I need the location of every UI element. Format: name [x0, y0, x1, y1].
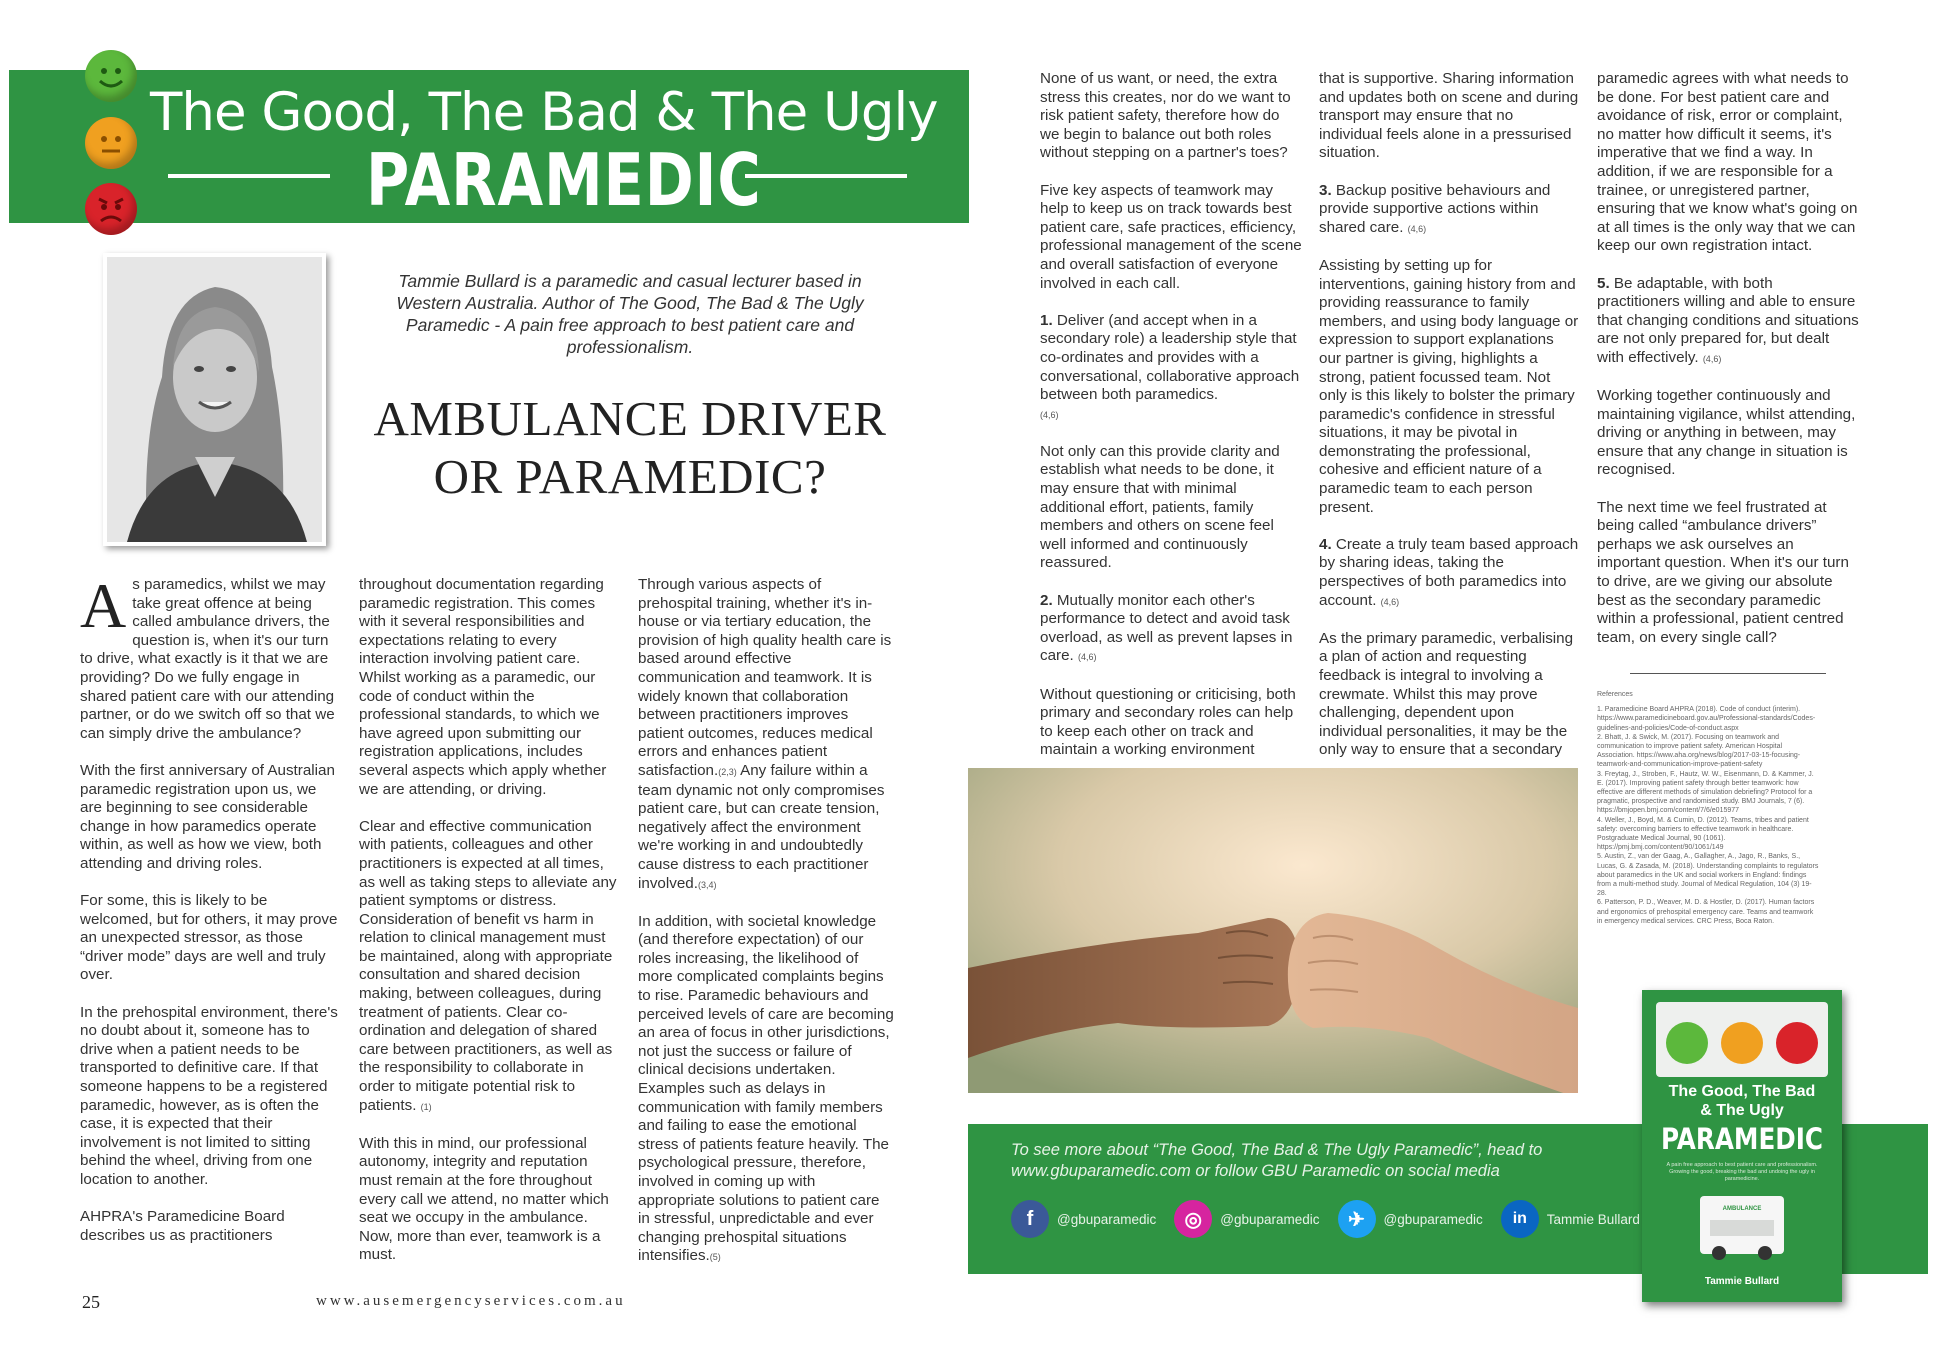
happy-face-icon: [1666, 1022, 1708, 1064]
paragraph: In addition, with societal knowledge (and therefore expectation) of our roles increasing, the likelihood of more complicated complaints begins to rise. Paramedic behaviours and perceived levels of care are becoming an area of focus in other jurisdictions, not just the success or failure of clinical decisions undertaken. Examples such as delays in communication with family members and failing to ease the emotional stress of patients feature heavily. The psychological pressure, therefore, involved in coming up with appropriate solutions to patient care in stressful, unpredictable and ever changing prehospital situations intensifies.: [638, 912, 894, 1265]
list-number: 3.: [1319, 181, 1332, 199]
citation: (4,6): [1380, 596, 1400, 607]
paragraph: For some, this is likely to be welcomed, but for others, it may prove an unexpected stressor, as those “driver mode” days are well and truly over.: [80, 892, 338, 984]
citation: (4,6): [1407, 223, 1427, 234]
angry-face-icon: [1776, 1022, 1818, 1064]
list-number: 2.: [1040, 591, 1053, 609]
facebook-icon: f: [1011, 1200, 1049, 1238]
linkedin-icon: in: [1501, 1200, 1539, 1238]
paragraph: The next time we feel frustrated at being called “ambulance drivers” perhaps we ask ourselves an important question. When it's our turn to drive, are we giving our absolute best as the secondary paramedic within a professional, patient centred team, on every single call?: [1597, 498, 1849, 646]
paragraph: Without questioning or criticising, both primary and secondary roles can help to keep each other on track and maintain a working environment: [1040, 685, 1296, 759]
social-links: [1011, 1200, 1640, 1238]
social-handle: @gbuparamedic: [1383, 1211, 1483, 1227]
paragraph: With this in mind, our professional autonomy, integrity and reputation must remain at the fore throughout every call we attend, no matter which seat we occupy in the ambulance. Now, more than ever, teamwork is a must.: [359, 1134, 609, 1264]
paragraph: paramedic agrees with what needs to be done. For best patient care and avoidance of risk, error or complaint, no matter how difficult it seems, it's imperative that we find a way. In addition, if we are responsible for a trainee, or unregistered partner, ensuring that we know what's going on at all times is the only way that we can keep our own registration intact.: [1597, 70, 1858, 255]
article-column-4: [1040, 70, 1302, 779]
paragraph: that is supportive. Sharing information and updates both on scene and during transport may ensure that no individual feels alone in a pressurised situation.: [1319, 70, 1579, 162]
paragraph: s paramedics, whilst we may take great offence at being called ambulance drivers, the question is, when it's our turn to drive, what exactly is it that we are providing? Do we fully engage in shared patient care with our attending partner, or do we switch off so that we can simply drive the ambulance?: [80, 576, 335, 742]
paragraph: AHPRA's Paramedicine Board describes us as practitioners: [80, 1208, 285, 1244]
list-item: Backup positive behaviours and provide supportive actions within shared care.: [1319, 181, 1551, 236]
paragraph: With the first anniversary of Australian paramedic registration upon us, we are beginning to see considerable change in how paramedics operate within, as well as how we view, both attending and driving roles.: [80, 761, 335, 872]
header-subtitle: PARAMEDIC: [366, 138, 762, 222]
social-link-linkedin[interactable]: [1501, 1200, 1640, 1238]
author-photo: [103, 253, 326, 546]
citation: (4,6): [1078, 652, 1097, 663]
reference-item: 4. Weller, J., Boyd, M. & Cumin, D. (2012). Teams, tribes and patient safety: overcoming barriers to effective teamwork in healthcare. Postgraduate Medical Journal, 90 (1061). https://pmj.bmj.com/content/90/1061/149: [1597, 816, 1809, 852]
list-item: Be adaptable, with both practitioners willing and able to ensure that changing conditions and situations are not only prepared for, but dealt with effectively.: [1597, 274, 1859, 366]
references-heading: References: [1597, 691, 1633, 698]
social-link-twitter[interactable]: [1338, 1200, 1483, 1238]
book-title: [1642, 1082, 1842, 1120]
article-column-5: [1319, 70, 1579, 779]
article-headline: [340, 390, 920, 506]
paragraph: throughout documentation regarding paramedic registration. This comes with it several responsibilities and expectations relating to every interaction involving patient care. Whilst working as a paramedic, our code of conduct within the professional standards, to which we have agreed upon submitting our registration applications, includes several aspects which apply whether we are attending, or driving.: [359, 576, 607, 798]
book-title-line: The Good, The Bad: [1668, 1083, 1816, 1100]
article-column-6: [1597, 70, 1859, 666]
paragraph: Clear and effective communication with patients, colleagues and other practitioners is expected at all times, as well as taking steps to alleviate any patient symptoms or distress. Consideration of benefit vs harm in relation to clinical management must be maintained, along with appropriate consultation and shared decision making, between colleagues, during treatment of patients. Clear co-ordination and delegation of shared care between practitioners, as well as the responsibility to collaborate in order to mitigate potential risk to patients.: [359, 817, 617, 1114]
paragraph: Not only can this provide clarity and establish what needs to be done, it may ensure that with minimal additional effort, patients, family members and others on scene feel well informed and continuously reassured.: [1040, 442, 1280, 572]
citation: (4,6): [1702, 353, 1722, 364]
citation: (2,3): [718, 766, 737, 777]
reference-item: 3. Freytag, J., Stroben, F., Hautz, W. W., Eisenmann, D. & Kammer, J. E. (2017). Improving patient safety through better teamwork: how effective are different methods of simulation debriefing? Protocol for a pragmatic, prospective and randomised study. BMJ Journals, 7 (6). https://bmjopen.bmj.com/content/7/6/e015977: [1597, 770, 1814, 815]
book-author: Tammie Bullard: [1704, 1276, 1780, 1287]
headline-line-2: OR PARAMEDIC?: [433, 449, 827, 504]
list-item: Create a truly team based approach by sharing ideas, taking the perspectives of both paramedics into account.: [1319, 535, 1579, 609]
drop-cap: A: [80, 570, 127, 641]
headline-line-1: AMBULANCE DRIVER: [373, 391, 887, 446]
citation: (1): [420, 1101, 432, 1112]
header-rule-right: [745, 174, 907, 178]
article-column-3: [638, 576, 894, 1286]
social-link-instagram[interactable]: [1174, 1200, 1319, 1238]
header-title: The Good, The Bad & The Ugly: [150, 82, 938, 143]
instagram-icon: ◎: [1174, 1200, 1212, 1238]
author-bio: Tammie Bullard is a paramedic and casual lecturer based in Western Australia. Author of The Good, The Bad & The Ugly Paramedic - A pain free approach to best patient care and professionalism.: [396, 271, 864, 357]
paragraph: Working together continuously and maintaining vigilance, whilst attending, driving or anything in between, may ensure that any change in situation is recognised.: [1597, 387, 1856, 479]
book-cover: [1642, 990, 1842, 1302]
twitter-icon: ✈: [1338, 1200, 1376, 1238]
list-number: 4.: [1319, 535, 1332, 553]
list-number: 1.: [1040, 311, 1053, 329]
neutral-face-icon: [85, 117, 137, 169]
reference-item: 1. Paramedicine Board AHPRA (2018). Code of conduct (interim). https://www.paramedicineboard.gov.au/Professional-standards/Codes-guidelines-and-policies/Code-of-conduct.aspx: [1597, 706, 1816, 732]
article-column-2: [359, 576, 619, 1284]
paragraph: Through various aspects of prehospital training, whether it's in-house or via tertiary education, the provision of high quality health care is based around effective communication and teamwork. It is widely known that collaboration between practitioners improves patient outcomes, reduces medical errors and enhances patient satisfaction.: [638, 576, 892, 779]
paragraph: Any failure within a team dynamic not only compromises patient care, but can create tension, negatively affect the environment we're working in and undoubtedly cause distress to each practitioner involved.: [638, 761, 885, 892]
paragraph: Assisting by setting up for interventions, gaining history from and providing reassurance to family members, and using body language or expression to support explanations our partner is giving, highlights a strong, patient focussed team. Not only is this likely to bolster the primary paramedic's confidence in stressful situations, it may be pivotal in demonstrating the professional, cohesive and efficient nature of a paramedic team to each person present.: [1319, 256, 1579, 516]
citation: (3,4): [697, 879, 717, 890]
article-column-1: [80, 570, 338, 1264]
social-handle: @gbuparamedic: [1057, 1211, 1157, 1227]
neutral-face-icon: [1721, 1022, 1763, 1064]
book-subtitle: PARAMEDIC: [1660, 1122, 1824, 1156]
header-rule-left: [168, 174, 330, 178]
book-title-line: & The Ugly: [1700, 1102, 1784, 1119]
list-number: 5.: [1597, 274, 1610, 292]
happy-face-icon: [85, 50, 137, 102]
list-item: Mutually monitor each other's performance to detect and avoid task overload, as well as prevent lapses in care.: [1040, 591, 1293, 665]
promo-text: To see more about “The Good, The Bad & The Ugly Paramedic”, head to www.gbuparamedic.com or follow GBU Paramedic on social media: [1011, 1141, 1543, 1180]
paragraph: None of us want, or need, the extra stress this creates, nor do we want to risk patient safety, therefore how do we begin to balance out both roles without stepping on a partner's toes?: [1040, 70, 1291, 162]
paragraph: Five key aspects of teamwork may help to keep us on track towards best patient care, safe practices, efficiency, professional management of the scene and overall satisfaction of everyone involved in each call.: [1040, 181, 1302, 292]
citation: (4,6): [1040, 409, 1059, 420]
references-divider: [1630, 673, 1826, 674]
reference-item: 5. Austin, Z., van der Gaag, A., Gallagher, A., Jago, R., Banks, S., Lucas, G. & Zasada, M. (2018). Understanding complaints to regulators about paramedics in the UK and social workers in England: findings from a multi-method study. Journal of Medical Regulation, 104 (3) 19-28.: [1597, 853, 1819, 898]
paragraph: As the primary paramedic, verbalising a plan of action and requesting feedback is integral to involving a crewmate. Whilst this may prove challenging, dependent upon individual personalities, it may be the only way to ensure that a secondary: [1319, 629, 1574, 759]
angry-face-icon: [85, 183, 137, 235]
citation: (5): [709, 1252, 721, 1263]
paragraph: In the prehospital environment, there's no doubt about it, someone has to drive when a patient needs to be transported to definitive care. If that someone happens to be a registered paramedic, however, as is often the case, it is expected that their involvement is not limited to sitting behind the wheel, driving from one location to another.: [80, 1003, 338, 1188]
fist-bump-photo: [968, 768, 1578, 1093]
social-link-facebook[interactable]: [1011, 1200, 1156, 1238]
references: [1597, 690, 1819, 926]
footer-url: www.ausemergencyservices.com.au: [316, 1293, 626, 1309]
social-handle: @gbuparamedic: [1220, 1211, 1320, 1227]
reference-item: 6. Patterson, P. D., Weaver, M. D. & Hostler, D. (2017). Human factors and ergonomics of prehospital emergency care. Teams and teamwork in emergency medical services. CRC Press, Boca Raton.: [1597, 899, 1815, 925]
list-item: Deliver (and accept when in a secondary role) a leadership style that co-ordinates and provides with a conversational, collaborative approach between both paramedics.: [1040, 311, 1300, 404]
reference-item: 2. Bhatt, J. & Swick, M. (2017). Focusing on teamwork and communication to improve patient safety. American Hospital Association. https://www.aha.org/news/blog/2017-03-15-focusing-teamwork-and-communication-improve-patient-safety: [1597, 733, 1801, 769]
page-number: 25: [82, 1292, 100, 1312]
ambulance-icon: AMBULANCE: [1700, 1196, 1784, 1254]
book-tagline: A pain free approach to best patient care and professionalism. Growing the good, breaking the bad and undoing the ugly in paramedicine.: [1666, 1162, 1818, 1182]
social-handle: Tammie Bullard: [1546, 1211, 1640, 1227]
